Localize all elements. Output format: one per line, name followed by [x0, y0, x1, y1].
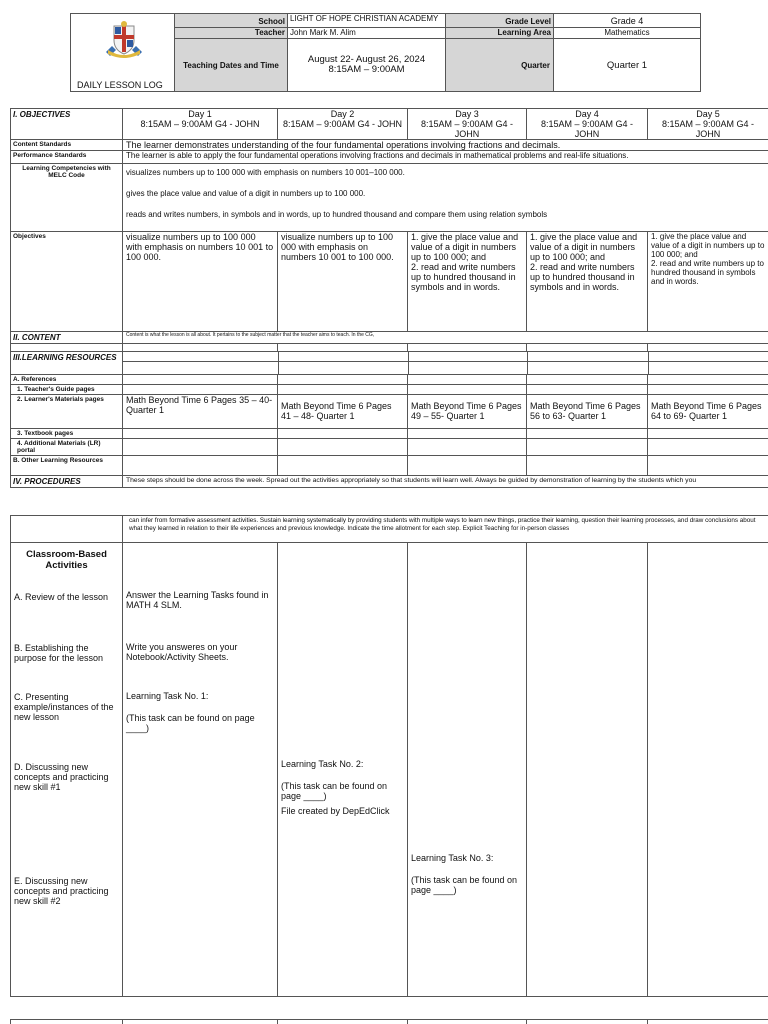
- performance-standards-value: The learner is able to apply the four fundamental operations involving fractions and decimals in mathematical problems and real-life situations.: [123, 151, 768, 164]
- day-1-activities: [123, 543, 278, 997]
- objective-day-5: 1. give the place value and value of a digit in numbers up to 100 000; and 2. read and write numbers up to hundred thousand in symbols and in words.: [648, 232, 768, 332]
- discussing-2-label: E. Discussing new concepts and practicing new skill #2: [14, 876, 109, 906]
- competency-2: gives the place value and value of a digit in numbers up to 100 000.: [126, 189, 366, 198]
- competency-3: reads and writes numbers, in symbols and in words, up to hundred thousand and compare them using relation symbols: [126, 210, 548, 219]
- lesson-log-table: [10, 108, 768, 488]
- discussing-1-label: D. Discussing new concepts and practicing new skill #1: [14, 762, 109, 792]
- day-4-activities: [527, 543, 648, 997]
- review-label: A. Review of the lesson: [14, 592, 109, 602]
- objective-day-2: visualize numbers up to 100 000 with emphasis on numbers 10 001 to 100 000.: [278, 232, 408, 332]
- day-3-header: Day 3 8:15AM – 9:00AM G4 - JOHN: [408, 109, 527, 140]
- teacher-value: John Mark M. Alim: [288, 28, 446, 39]
- grade-level-value: Grade 4: [554, 14, 701, 28]
- document-title: DAILY LESSON LOG: [77, 80, 163, 90]
- learners-materials-day-3: Math Beyond Time 6 Pages 49 – 55- Quarter 1: [408, 395, 527, 429]
- objective-day-3: 1. give the place value and value of a digit in numbers up to 100 000; and 2. read and write numbers up to hundred thousand in symbols and in words.: [408, 232, 527, 332]
- competencies-value: [123, 164, 768, 232]
- task-1-note: (This task can be found on page ____): [126, 713, 255, 733]
- performance-standards-label: Performance Standards: [11, 151, 123, 164]
- day-5-header: Day 5 8:15AM – 9:00AM G4 - JOHN: [648, 109, 768, 140]
- day-5-activities: [648, 543, 768, 997]
- content-standards-value: The learner demonstrates understanding of the four fundamental operations involving fractions and decimals.: [123, 140, 768, 151]
- objectives-heading: I. OBJECTIVES: [11, 109, 123, 140]
- grade-level-label: Grade Level: [446, 14, 554, 28]
- teachers-guide-label: 1. Teacher's Guide pages: [11, 385, 123, 395]
- learning-area-label: Learning Area: [446, 28, 554, 39]
- competency-1: visualizes numbers up to 100 000 with emphasis on numbers 10 001–100 000.: [126, 168, 405, 177]
- header-table: [70, 13, 701, 92]
- dates-value: August 22- August 26, 2024: [307, 54, 426, 65]
- procedures-note: These steps should be done across the week. Spread out the activities appropriately so that students will learn well. Always be guided by demonstration of learning by the students which you: [123, 476, 768, 488]
- learners-materials-day-4: Math Beyond Time 6 Pages 56 to 63- Quarter 1: [527, 395, 648, 429]
- objectives-label: Objectives: [11, 232, 123, 332]
- task-3-note: (This task can be found on page ____): [411, 875, 518, 895]
- teacher-label: Teacher: [175, 28, 288, 39]
- dates-label: Teaching Dates and Time: [175, 39, 288, 92]
- lr-portal-label: 4. Additional Materials (LR) portal: [11, 439, 123, 456]
- learning-area-value: Mathematics: [554, 28, 701, 39]
- textbook-label: 3. Textbook pages: [11, 429, 123, 439]
- presenting-label: C. Presenting example/instances of the new lesson: [14, 692, 114, 722]
- learners-materials-label: 2. Learner's Materials pages: [11, 395, 123, 429]
- day-4-header: Day 4 8:15AM – 9:00AM G4 - JOHN: [527, 109, 648, 140]
- quarter-value: Quarter 1: [554, 39, 701, 92]
- other-resources-label: B. Other Learning Resources: [11, 456, 123, 476]
- procedures-heading: IV. PROCEDURES: [11, 476, 123, 488]
- purpose-text: Write you answeres on your Notebook/Activity Sheets.: [126, 642, 238, 662]
- school-seal-icon: [104, 20, 144, 60]
- school-value: LIGHT OF HOPE CHRISTIAN ACADEMY: [288, 14, 446, 28]
- task-2-title: Learning Task No. 2:: [281, 759, 364, 769]
- activities-label-column: [11, 543, 123, 997]
- review-text: Answer the Learning Tasks found in MATH 4 SLM.: [126, 590, 269, 610]
- references-label: A. References: [11, 375, 123, 385]
- learners-materials-day-1: Math Beyond Time 6 Pages 35 – 40- Quarter 1: [123, 395, 278, 429]
- content-standards-label: Content Standards: [11, 140, 123, 151]
- logo-cell: [71, 14, 175, 92]
- activities-table: [10, 515, 768, 997]
- task-2-credit: File created by DepEdClick: [281, 806, 390, 816]
- objective-day-1: visualize numbers up to 100 000 with emphasis on numbers 10 001 to 100 000.: [123, 232, 278, 332]
- activities-title: Classroom-Based Activities: [26, 549, 107, 571]
- task-1-title: Learning Task No. 1:: [126, 691, 209, 701]
- procedures-note-continued: can infer from formative assessment activities. Sustain learning systematically by providing students with multiple ways to learn new things, practice their learning, question their learning processes, and draw conclusions about what they learned in relation to their life experiences and previous knowledge. Indicate the time allotment for each step. Explicit Teaching for in-person classes: [123, 516, 768, 543]
- next-page-table: [10, 1019, 768, 1024]
- competencies-label: Learning Competencies with MELC Code: [11, 164, 123, 232]
- school-label: School: [175, 14, 288, 28]
- task-3-title: Learning Task No. 3:: [411, 853, 494, 863]
- time-value: 8:15AM – 9:00AM: [328, 64, 405, 75]
- content-heading: II. CONTENT: [11, 332, 123, 344]
- resources-heading: III.LEARNING RESOURCES: [11, 352, 123, 375]
- learners-materials-day-2: Math Beyond Time 6 Pages 41 – 48- Quarter 1: [278, 395, 408, 429]
- quarter-label: Quarter: [446, 39, 554, 92]
- content-note: Content is what the lesson is all about. It pertains to the subject matter that the teacher aims to teach. In the CG,: [123, 332, 768, 344]
- task-2-note: (This task can be found on page ____): [281, 781, 388, 801]
- learners-materials-day-5: Math Beyond Time 6 Pages 64 to 69- Quarter 1: [648, 395, 768, 429]
- day-1-header: Day 1 8:15AM – 9:00AM G4 - JOHN: [123, 109, 278, 140]
- objective-day-4: 1. give the place value and value of a digit in numbers up to 100 000; and 2. read and write numbers up to hundred thousand in symbols and in words.: [527, 232, 648, 332]
- day-2-activities: [278, 543, 408, 997]
- purpose-label: B. Establishing the purpose for the lesson: [14, 643, 104, 663]
- day-2-header: Day 2 8:15AM – 9:00AM G4 - JOHN: [278, 109, 408, 140]
- day-3-activities: [408, 543, 527, 997]
